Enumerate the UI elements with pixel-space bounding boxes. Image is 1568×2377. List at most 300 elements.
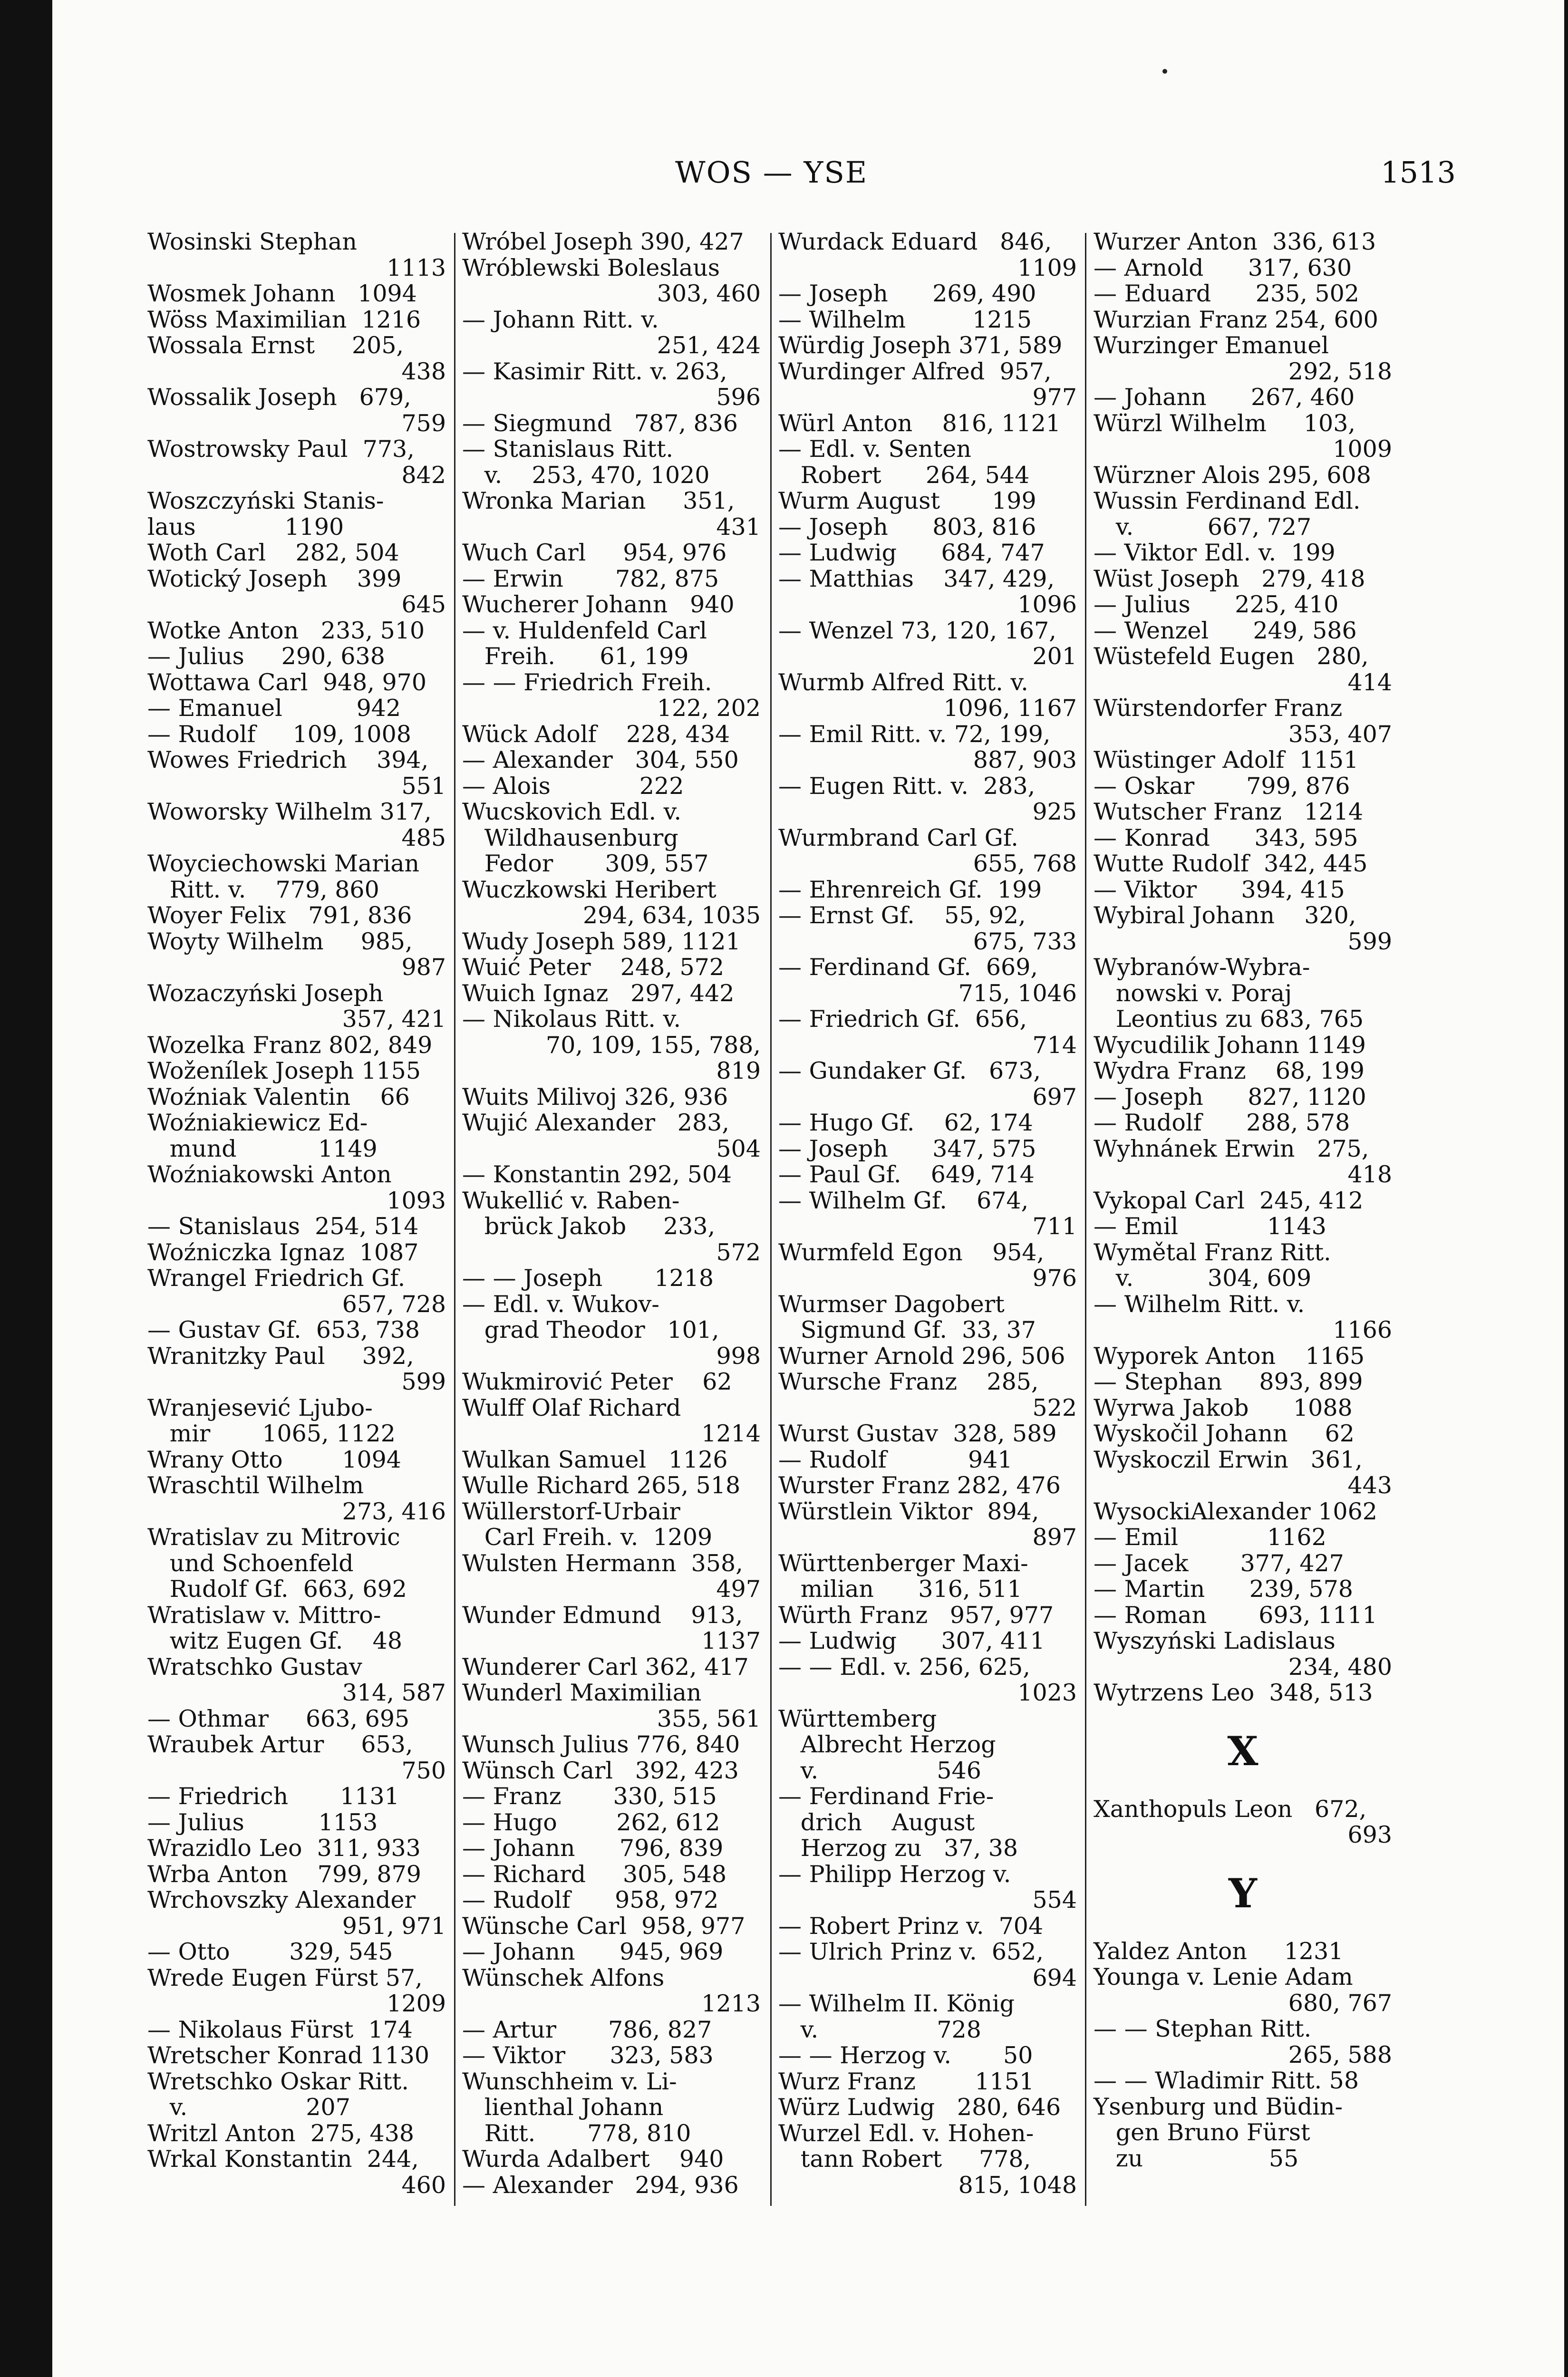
index-entry: — Roman 693, 1111: [1094, 1601, 1377, 1629]
index-entry: — Johann Ritt. v.: [462, 306, 659, 333]
index-entry-continuation: 1096: [1017, 591, 1077, 618]
index-entry: grad Theodor 101,: [462, 1316, 719, 1343]
index-entry: Yaldez Anton 1231: [1094, 1937, 1344, 1965]
index-entry: Wuić Peter 248, 572: [462, 954, 725, 981]
index-entry-continuation: 1093: [387, 1187, 446, 1214]
index-entry-continuation: 750: [401, 1757, 446, 1784]
index-entry-continuation: 314, 587: [342, 1679, 446, 1706]
index-entry: — Paul Gf. 649, 714: [778, 1161, 1035, 1188]
index-entry: Xanthopuls Leon 672,: [1094, 1795, 1367, 1823]
index-entry: Wrkal Konstantin 244,: [147, 2145, 419, 2173]
index-entry: — Alexander 304, 550: [462, 746, 739, 773]
section-letter: Y: [1229, 1869, 1257, 1917]
index-entry: — Joseph 347, 575: [778, 1135, 1036, 1162]
index-entry: — — Stephan Ritt.: [1094, 2015, 1312, 2042]
index-entry: Freih. 61, 199: [462, 643, 689, 670]
index-entry-continuation: 887, 903: [973, 746, 1077, 773]
column-divider: [770, 233, 772, 2206]
index-entry: — Ulrich Prinz v. 652,: [778, 1938, 1044, 1965]
index-entry: Wydra Franz 68, 199: [1094, 1057, 1365, 1084]
index-entry: Wurdinger Alfred 957,: [778, 358, 1052, 385]
index-entry: Wybranów-Wybra-: [1094, 954, 1310, 981]
index-entry: Wudy Joseph 589, 1121: [462, 928, 741, 955]
index-entry-continuation: 485: [401, 824, 446, 851]
index-entry: Woyty Wilhelm 985,: [147, 928, 413, 955]
index-entry: laus 1190: [147, 513, 344, 541]
index-entry: Wuczkowski Heribert: [462, 876, 716, 903]
column-divider: [454, 233, 455, 2206]
index-entry: und Schoenfeld: [147, 1549, 354, 1577]
index-entry: Wutte Rudolf 342, 445: [1094, 850, 1368, 877]
index-entry: — Wilhelm Ritt. v.: [1094, 1290, 1305, 1318]
index-entry-continuation: 714: [1032, 1031, 1077, 1059]
index-entry: Würzner Alois 295, 608: [1094, 461, 1371, 489]
index-entry: — — Joseph 1218: [462, 1265, 714, 1292]
index-entry-continuation: 998: [716, 1342, 761, 1370]
index-entry: — Eugen Ritt. v. 283,: [778, 772, 1036, 800]
index-entry: Wotke Anton 233, 510: [147, 617, 425, 644]
index-entry: — Rudolf 109, 1008: [147, 720, 411, 748]
index-entry: — Jacek 377, 427: [1094, 1549, 1344, 1577]
index-entry: Wurda Adalbert 940: [462, 2145, 724, 2173]
index-entry: — Otto 329, 545: [147, 1938, 393, 1965]
index-entry: Wozelka Franz 802, 849: [147, 1031, 433, 1059]
index-entry: Wurmser Dagobert: [778, 1290, 1005, 1318]
index-entry: Ysenburg und Büdin-: [1094, 2093, 1343, 2120]
index-entry: Wurster Franz 282, 476: [778, 1472, 1061, 1499]
index-entry: — Nikolaus Fürst 174: [147, 2016, 413, 2043]
index-entry: v. 253, 470, 1020: [462, 461, 710, 489]
index-entry: Wucskovich Edl. v.: [462, 798, 682, 825]
index-entry: Wucherer Johann 940: [462, 591, 735, 618]
index-entry-continuation: 951, 971: [342, 1912, 446, 1940]
index-entry-continuation: 1113: [387, 254, 446, 281]
index-entry: Wraschtil Wilhelm: [147, 1472, 364, 1499]
index-entry: Wüst Joseph 279, 418: [1094, 565, 1365, 592]
index-entry: — Julius 225, 410: [1094, 591, 1339, 618]
index-entry: Wurner Arnold 296, 506: [778, 1342, 1065, 1370]
index-entry: — Friedrich 1131: [147, 1783, 399, 1810]
index-entry: — Edl. v. Senten: [778, 435, 971, 463]
index-entry: witz Eugen Gf. 48: [147, 1627, 403, 1654]
index-entry: Woźniczka Ignaz 1087: [147, 1238, 419, 1266]
index-entry: Wrangel Friedrich Gf.: [147, 1265, 406, 1292]
index-entry: Wurm August 199: [778, 487, 1036, 514]
index-entry: — Richard 305, 548: [462, 1860, 727, 1888]
index-entry: — Friedrich Gf. 656,: [778, 1005, 1027, 1033]
index-entry-continuation: 693: [1347, 1821, 1392, 1848]
index-entry: — Joseph 827, 1120: [1094, 1083, 1366, 1111]
index-entry-continuation: 294, 634, 1035: [582, 902, 761, 929]
index-entry: Wossala Ernst 205,: [147, 332, 404, 359]
index-entry: Wratislav zu Mitrovic: [147, 1524, 400, 1551]
index-entry: Carl Freih. v. 1209: [462, 1524, 713, 1551]
index-entry: Wulkan Samuel 1126: [462, 1446, 728, 1473]
index-entry: Würzl Wilhelm 103,: [1094, 409, 1355, 437]
index-entry: Wozaczyński Joseph: [147, 979, 384, 1007]
index-entry-continuation: 292, 518: [1288, 358, 1392, 385]
index-entry: Württemberg: [778, 1705, 937, 1732]
index-entry: Wyhnánek Erwin 275,: [1094, 1135, 1369, 1162]
index-entry: Wymětal Franz Ritt.: [1094, 1238, 1331, 1266]
index-entry: — Erwin 782, 875: [462, 565, 719, 592]
index-entry-continuation: 522: [1032, 1394, 1077, 1421]
index-entry: — — Edl. v. 256, 625,: [778, 1653, 1030, 1681]
index-entry: — Rudolf 958, 972: [462, 1886, 719, 1913]
index-entry-continuation: 1023: [1017, 1679, 1077, 1706]
index-entry: mund 1149: [147, 1135, 377, 1162]
index-entry-continuation: 1109: [1017, 254, 1077, 281]
index-entry: Wüllerstorf-Urbair: [462, 1498, 680, 1525]
index-entry: Wyskočil Johann 62: [1094, 1420, 1355, 1447]
index-entry: — Joseph 803, 816: [778, 513, 1036, 541]
index-entry: Wurzinger Emanuel: [1094, 332, 1329, 359]
index-entry: — Oskar 799, 876: [1094, 772, 1350, 800]
index-entry: Wurz Franz 1151: [778, 2068, 1035, 2095]
index-entry: Wurmb Alfred Ritt. v.: [778, 668, 1028, 696]
index-entry-continuation: 842: [401, 461, 446, 489]
index-entry: Wurmfeld Egon 954,: [778, 1238, 1045, 1266]
index-entry: Leontius zu 683, 765: [1094, 1005, 1364, 1033]
index-entry: Wosmek Johann 1094: [147, 280, 417, 307]
index-entry: gen Bruno Fürst: [1094, 2119, 1310, 2146]
index-entry: Wurzer Anton 336, 613: [1094, 228, 1376, 255]
index-entry: Wück Adolf 228, 434: [462, 720, 730, 748]
index-entry: Woszczyński Stanis-: [147, 487, 384, 514]
index-entry: Wutscher Franz 1214: [1094, 798, 1364, 825]
index-entry: Wulsten Hermann 358,: [462, 1549, 743, 1577]
index-entry: Wycudilik Johann 1149: [1094, 1031, 1366, 1059]
index-entry: Würstendorfer Franz: [1094, 695, 1343, 722]
index-entry: Württenberger Maxi-: [778, 1549, 1028, 1577]
index-entry: Wróbel Joseph 390, 427: [462, 228, 744, 255]
index-entry: — Artur 786, 827: [462, 2016, 712, 2043]
index-entry-continuation: 655, 768: [973, 850, 1077, 877]
index-entry: Wurdack Eduard 846,: [778, 228, 1052, 255]
index-entry-continuation: 925: [1032, 798, 1077, 825]
index-entry: — Julius 290, 638: [147, 643, 385, 670]
index-entry: Wünsche Carl 958, 977: [462, 1912, 745, 1940]
index-entry: mir 1065, 1122: [147, 1420, 396, 1447]
index-entry: Würstlein Viktor 894,: [778, 1498, 1039, 1525]
index-entry-continuation: 1009: [1333, 435, 1392, 463]
index-entry-continuation: 657, 728: [342, 1290, 446, 1318]
index-entry: Wranitzky Paul 392,: [147, 1342, 414, 1370]
index-entry: Wostrowsky Paul 773,: [147, 435, 415, 463]
index-entry: Wyszyński Ladislaus: [1094, 1627, 1336, 1654]
index-entry: Wyrwa Jakob 1088: [1094, 1394, 1353, 1421]
index-entry: — Matthias 347, 429,: [778, 565, 1055, 592]
index-entry-continuation: 694: [1032, 1964, 1077, 1991]
index-entry: — Viktor 394, 415: [1094, 876, 1345, 903]
index-entry-continuation: 418: [1347, 1161, 1392, 1188]
index-entry-continuation: 355, 561: [657, 1705, 761, 1732]
index-entry: — Philipp Herzog v.: [778, 1860, 1011, 1888]
index-entry-continuation: 1137: [701, 1627, 761, 1654]
index-entry-continuation: 697: [1032, 1083, 1077, 1111]
index-entry: Wranjesević Ljubo-: [147, 1394, 373, 1421]
index-entry-continuation: 438: [401, 358, 446, 385]
index-entry-continuation: 460: [401, 2171, 446, 2199]
index-entry: Wussin Ferdinand Edl.: [1094, 487, 1361, 514]
page-number: 1513: [1381, 155, 1456, 190]
index-entry: — Ferdinand Gf. 669,: [778, 954, 1038, 981]
index-entry: — Ernst Gf. 55, 92,: [778, 902, 1026, 929]
index-entry: — Gustav Gf. 653, 738: [147, 1316, 420, 1343]
index-entry-continuation: 414: [1347, 668, 1392, 696]
index-entry: Wurzian Franz 254, 600: [1094, 306, 1378, 333]
index-entry: — Eduard 235, 502: [1094, 280, 1359, 307]
index-entry-continuation: 987: [401, 954, 446, 981]
index-entry-continuation: 680, 767: [1288, 1989, 1392, 2017]
index-entry: v. 207: [147, 2094, 350, 2121]
running-head: WOS — YSE: [675, 155, 868, 190]
index-entry-continuation: 554: [1032, 1886, 1077, 1913]
index-entry-continuation: 1213: [701, 1990, 761, 2017]
index-entry: Wrchovszky Alexander: [147, 1886, 416, 1913]
index-entry: Wrany Otto 1094: [147, 1446, 401, 1473]
index-entry: Wurzel Edl. v. Hohen-: [778, 2119, 1034, 2147]
index-entry: Woyer Felix 791, 836: [147, 902, 412, 929]
index-column-4: [1094, 229, 1392, 2172]
index-entry: Wöss Maximilian 1216: [147, 306, 421, 333]
index-entry: — Julius 1153: [147, 1808, 378, 1836]
column-divider: [1085, 233, 1086, 2206]
index-entry: — — Friedrich Freih.: [462, 668, 712, 696]
index-entry: — Emil 1162: [1094, 1524, 1326, 1551]
index-entry-continuation: 551: [401, 772, 446, 800]
index-entry: Woźniakowski Anton: [147, 1161, 392, 1188]
index-column-1: [147, 229, 446, 2198]
index-entry-continuation: 759: [401, 409, 446, 437]
index-entry: — Stanislaus 254, 514: [147, 1213, 419, 1240]
index-entry: Wrazidlo Leo 311, 933: [147, 1835, 421, 1862]
index-entry: Würz Ludwig 280, 646: [778, 2094, 1061, 2121]
index-entry: Woźniakiewicz Ed-: [147, 1109, 368, 1136]
index-entry-continuation: 976: [1032, 1265, 1077, 1292]
index-entry: Fedor 309, 557: [462, 850, 709, 877]
index-entry: — Rudolf 941: [778, 1446, 1013, 1473]
index-entry: Ritt. v. 779, 860: [147, 876, 379, 903]
index-entry: Wosinski Stephan: [147, 228, 357, 255]
index-entry: Würl Anton 816, 1121: [778, 409, 1061, 437]
index-entry-continuation: 265, 588: [1288, 2041, 1392, 2068]
index-entry: Wuich Ignaz 297, 442: [462, 979, 735, 1007]
index-entry: Woth Carl 282, 504: [147, 539, 399, 566]
index-entry: Writzl Anton 275, 438: [147, 2119, 415, 2147]
index-entry: Wunsch Julius 776, 840: [462, 1731, 740, 1758]
index-entry-continuation: 70, 109, 155, 788,: [546, 1031, 761, 1059]
index-entry: zu 55: [1094, 2145, 1299, 2172]
index-column-3: [778, 229, 1077, 2198]
index-entry-continuation: 815, 1048: [958, 2171, 1077, 2199]
page-header: [52, 155, 1564, 207]
index-entry: Ritt. 778, 810: [462, 2119, 691, 2147]
index-entry: Wotický Joseph 399: [147, 565, 402, 592]
index-entry: — Siegmund 787, 836: [462, 409, 738, 437]
index-entry: lienthal Johann: [462, 2094, 664, 2121]
index-entry: Wunschheim v. Li-: [462, 2068, 677, 2095]
index-entry-continuation: 273, 416: [342, 1498, 446, 1525]
index-entry: — Ehrenreich Gf. 199: [778, 876, 1042, 903]
index-entry-continuation: 599: [1347, 928, 1392, 955]
index-entry-continuation: 1209: [387, 1990, 446, 2017]
index-entry: Wukellić v. Raben-: [462, 1187, 680, 1214]
index-entry: Wildhausenburg: [462, 824, 678, 851]
index-entry: — Alexander 294, 936: [462, 2171, 739, 2199]
index-entry: Wulff Olaf Richard: [462, 1394, 681, 1421]
index-entry: Rudolf Gf. 663, 692: [147, 1575, 407, 1603]
index-entry-continuation: 504: [716, 1135, 761, 1162]
index-entry-continuation: 234, 480: [1288, 1653, 1392, 1681]
index-entry: — — Herzog v. 50: [778, 2042, 1033, 2069]
index-entry-continuation: 1166: [1333, 1316, 1392, 1343]
index-entry: Wuch Carl 954, 976: [462, 539, 727, 566]
index-entry: — Arnold 317, 630: [1094, 254, 1352, 281]
book-page: [52, 0, 1564, 2377]
index-entry: — Hugo 262, 612: [462, 1808, 720, 1836]
ink-speck: [1162, 69, 1167, 74]
index-entry: — Johann 945, 969: [462, 1938, 724, 1965]
index-entry-continuation: 645: [401, 591, 446, 618]
index-entry: v. 728: [778, 2016, 981, 2043]
index-entry: Wulle Richard 265, 518: [462, 1472, 741, 1499]
index-entry-continuation: 122, 202: [657, 695, 761, 722]
index-entry: Albrecht Herzog: [778, 1731, 996, 1758]
index-entry: Wretscher Konrad 1130: [147, 2042, 430, 2069]
index-entry-continuation: 572: [716, 1238, 761, 1266]
index-entry: Woyciechowski Marian: [147, 850, 420, 877]
index-entry-continuation: 599: [401, 1368, 446, 1395]
section-letter: X: [1227, 1727, 1258, 1775]
index-entry: WysockiAlexander 1062: [1094, 1498, 1377, 1525]
index-entry-continuation: 443: [1347, 1472, 1392, 1499]
index-entry: — Edl. v. Wukov-: [462, 1290, 659, 1318]
index-entry: — Stanislaus Ritt.: [462, 435, 674, 463]
index-entry: v. 667, 727: [1094, 513, 1312, 541]
index-entry: v. 304, 609: [1094, 1265, 1312, 1292]
index-entry: Vykopal Carl 245, 412: [1094, 1187, 1364, 1214]
index-entry: milian 316, 511: [778, 1575, 1022, 1603]
index-entry: — Viktor 323, 583: [462, 2042, 714, 2069]
index-entry: — Wilhelm Gf. 674,: [778, 1187, 1029, 1214]
index-entry: Wossalik Joseph 679,: [147, 384, 411, 411]
index-entry: Wujić Alexander 283,: [462, 1109, 729, 1136]
index-entry: Wyporek Anton 1165: [1094, 1342, 1365, 1370]
index-entry: brück Jakob 233,: [462, 1213, 716, 1240]
index-entry: Woworsky Wilhelm 317,: [147, 798, 432, 825]
index-entry: Würdig Joseph 371, 589: [778, 332, 1063, 359]
index-entry-continuation: 711: [1032, 1213, 1077, 1240]
index-entry: Wunderl Maximilian: [462, 1679, 702, 1706]
index-entry: Herzog zu 37, 38: [778, 1835, 1018, 1862]
index-entry-continuation: 897: [1032, 1524, 1077, 1551]
index-entry: Wrede Eugen Fürst 57,: [147, 1964, 423, 1991]
index-entry-continuation: 819: [716, 1057, 761, 1084]
index-entry: — Martin 239, 578: [1094, 1575, 1353, 1603]
index-entry-continuation: 1214: [701, 1420, 761, 1447]
index-entry: — Konstantin 292, 504: [462, 1161, 732, 1188]
index-entry: Wüstefeld Eugen 280,: [1094, 643, 1369, 670]
index-entry: Wyskoczil Erwin 361,: [1094, 1446, 1363, 1473]
index-entry: Wretschko Oskar Ritt.: [147, 2068, 409, 2095]
index-entry: Woženílek Joseph 1155: [147, 1057, 421, 1084]
index-entry: — Johann 796, 839: [462, 1835, 724, 1862]
index-entry: Robert 264, 544: [778, 461, 1030, 489]
index-entry: — Stephan 893, 899: [1094, 1368, 1363, 1395]
index-entry: Wronka Marian 351,: [462, 487, 735, 514]
index-entry: Wüstinger Adolf 1151: [1094, 746, 1359, 773]
index-entry: Wünschek Alfons: [462, 1964, 665, 1991]
index-entry: Wraubek Artur 653,: [147, 1731, 413, 1758]
index-entry: — Ludwig 684, 747: [778, 539, 1045, 566]
index-entry: Wunderer Carl 362, 417: [462, 1653, 749, 1681]
index-entry: Wottawa Carl 948, 970: [147, 668, 427, 696]
index-entry: Würth Franz 957, 977: [778, 1601, 1054, 1629]
index-entry: Wursche Franz 285,: [778, 1368, 1039, 1395]
index-entry: — Robert Prinz v. 704: [778, 1912, 1044, 1940]
index-entry-continuation: 715, 1046: [958, 979, 1077, 1007]
index-entry: Wrba Anton 799, 879: [147, 1860, 421, 1888]
index-entry: — Hugo Gf. 62, 174: [778, 1109, 1033, 1136]
index-entry-continuation: 431: [716, 513, 761, 541]
index-entry: — Ferdinand Frie-: [778, 1783, 994, 1810]
index-entry: — Joseph 269, 490: [778, 280, 1036, 307]
index-entry: tann Robert 778,: [778, 2145, 1031, 2173]
index-entry: — v. Huldenfeld Carl: [462, 617, 707, 644]
index-entry: — Wenzel 249, 586: [1094, 617, 1357, 644]
index-entry: drich August: [778, 1808, 975, 1836]
index-entry: — Rudolf 288, 578: [1094, 1109, 1350, 1136]
index-entry: — Ludwig 307, 411: [778, 1627, 1045, 1654]
index-entry: Wunder Edmund 913,: [462, 1601, 743, 1629]
index-entry-continuation: 1096, 1167: [943, 695, 1077, 722]
index-entry: Wowes Friedrich 394,: [147, 746, 429, 773]
index-entry: — Wilhelm II. König: [778, 1990, 1015, 2017]
index-entry: — Emanuel 942: [147, 695, 401, 722]
index-entry: — Emil Ritt. v. 72, 199,: [778, 720, 1051, 748]
index-entry: Wróblewski Boleslaus: [462, 254, 720, 281]
index-entry: — Wilhelm 1215: [778, 306, 1032, 333]
index-entry: Wukmirović Peter 62: [462, 1368, 732, 1395]
index-entry: — Wenzel 73, 120, 167,: [778, 617, 1056, 644]
index-entry: Wratschko Gustav: [147, 1653, 362, 1681]
index-entry: Wuits Milivoj 326, 936: [462, 1083, 728, 1111]
index-entry: — Viktor Edl. v. 199: [1094, 539, 1336, 566]
index-entry: Wurmbrand Carl Gf.: [778, 824, 1018, 851]
index-entry: Sigmund Gf. 33, 37: [778, 1316, 1036, 1343]
index-entry: — Kasimir Ritt. v. 263,: [462, 358, 727, 385]
index-entry: — Emil 1143: [1094, 1213, 1326, 1240]
index-entry-continuation: 303, 460: [657, 280, 761, 307]
index-entry: Wratislaw v. Mittro-: [147, 1601, 381, 1629]
index-entry-continuation: 201: [1032, 643, 1077, 670]
index-entry: Woźniak Valentin 66: [147, 1083, 410, 1111]
index-entry: — — Wladimir Ritt. 58: [1094, 2067, 1359, 2094]
index-entry: Wybiral Johann 320,: [1094, 902, 1356, 929]
index-entry-continuation: 357, 421: [342, 1005, 446, 1033]
index-entry: — Gundaker Gf. 673,: [778, 1057, 1041, 1084]
index-entry: Wytrzens Leo 348, 513: [1094, 1679, 1373, 1706]
index-entry: — Alois 222: [462, 772, 684, 800]
index-entry-continuation: 353, 407: [1288, 720, 1392, 748]
index-entry: — Othmar 663, 695: [147, 1705, 410, 1732]
index-entry: Younga v. Lenie Adam: [1094, 1963, 1353, 1990]
index-entry: Wünsch Carl 392, 423: [462, 1757, 739, 1784]
index-entry-continuation: 251, 424: [657, 332, 761, 359]
index-entry: — Nikolaus Ritt. v.: [462, 1005, 681, 1033]
index-entry-continuation: 497: [716, 1575, 761, 1603]
